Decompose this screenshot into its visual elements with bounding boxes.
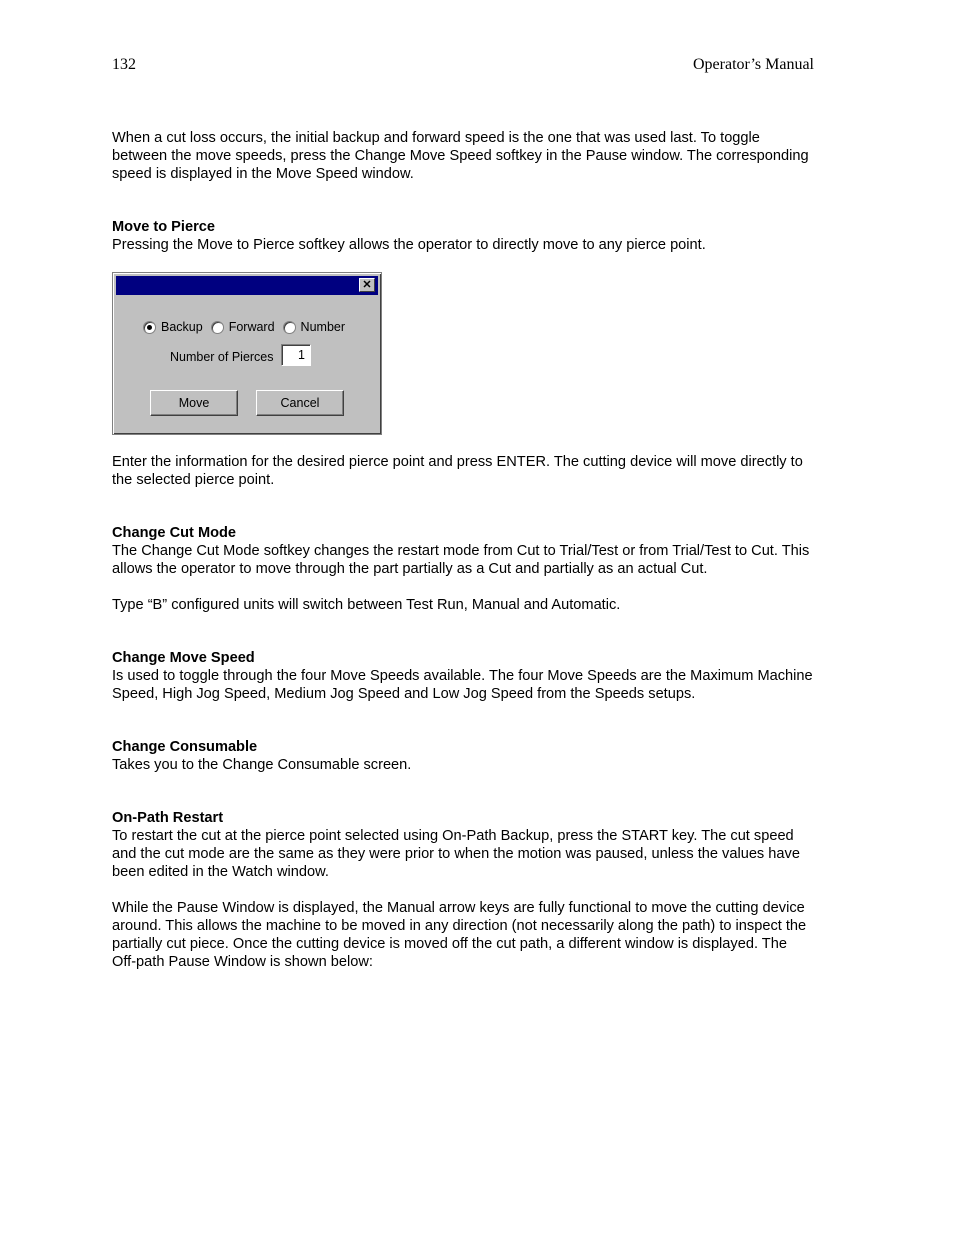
- radio-forward[interactable]: [211, 318, 275, 336]
- close-icon[interactable]: ✕: [359, 278, 375, 292]
- radio-number-label: Number: [300, 320, 346, 334]
- radio-forward-label: Forward: [228, 320, 275, 334]
- change-cut-mode-text: The Change Cut Mode softkey changes the restart mode from Cut to Trial/Test or from Trial/Test to Cut. This allows the operator to move through the part partially as a Cut and partially as an actual Cut.: [112, 543, 810, 577]
- change-consumable-text: Takes you to the Change Consumable screen.: [112, 757, 412, 773]
- on-path-restart-text-2: While the Pause Window is displayed, the Manual arrow keys are fully functional to move the cutting device around. This allows the machine to be moved in any direction (not necessarily along the path) to inspect the partially cut piece. Once the cutting device is moved off the cut path, a different window is displayed. The Off-path Pause Window is shown below:: [112, 900, 807, 970]
- heading-move-to-pierce: Move to Pierce: [112, 219, 216, 235]
- move-to-pierce-text: Pressing the Move to Pierce softkey allows the operator to directly move to any pierce point.: [112, 237, 706, 253]
- intro-paragraph: When a cut loss occurs, the initial backup and forward speed is the one that was used last. To toggle between the move speeds, press the Change Move Speed softkey in the Pause window. The corresponding speed is displayed in the Move Speed window.: [112, 130, 809, 182]
- radio-number[interactable]: [283, 318, 345, 336]
- radio-unselected-icon: [283, 321, 296, 334]
- move-to-pierce-dialog: [112, 272, 382, 435]
- change-cut-mode-text-2: Type “B” configured units will switch between Test Run, Manual and Automatic.: [112, 597, 621, 613]
- number-of-pierces-label: Number of Pierces: [170, 350, 274, 364]
- heading-change-move-speed: Change Move Speed: [112, 650, 255, 666]
- radio-unselected-icon: [211, 321, 224, 334]
- page-number: 132: [112, 56, 136, 73]
- radio-backup[interactable]: [143, 318, 203, 336]
- radio-selected-icon: [143, 321, 156, 334]
- after-dialog-text: Enter the information for the desired pierce point and press ENTER. The cutting device will move directly to the selected pierce point.: [112, 454, 803, 488]
- heading-change-consumable: Change Consumable: [112, 739, 258, 755]
- dialog-titlebar: [116, 276, 378, 295]
- page-content: [112, 129, 814, 971]
- heading-change-cut-mode: Change Cut Mode: [112, 525, 237, 541]
- on-path-restart-text: To restart the cut at the pierce point selected using On-Path Backup, press the START key. The cut speed and the cut mode are the same as they were prior to when the motion was paused, unless the values have been edited in the Watch window.: [112, 828, 800, 880]
- change-move-speed-text: Is used to toggle through the four Move Speeds available. The four Move Speeds are the Maximum Machine Speed, High Jog Speed, Medium Jog Speed and Low Jog Speed from the Speeds setups.: [112, 668, 813, 702]
- move-button[interactable]: Move: [150, 390, 238, 416]
- radio-group: [143, 318, 353, 336]
- radio-backup-label: Backup: [161, 320, 203, 334]
- heading-on-path-restart: On-Path Restart: [112, 810, 224, 826]
- cancel-button[interactable]: Cancel: [256, 390, 344, 416]
- running-header-title: Operator’s Manual: [693, 56, 814, 73]
- number-of-pierces-input[interactable]: 1: [281, 344, 311, 366]
